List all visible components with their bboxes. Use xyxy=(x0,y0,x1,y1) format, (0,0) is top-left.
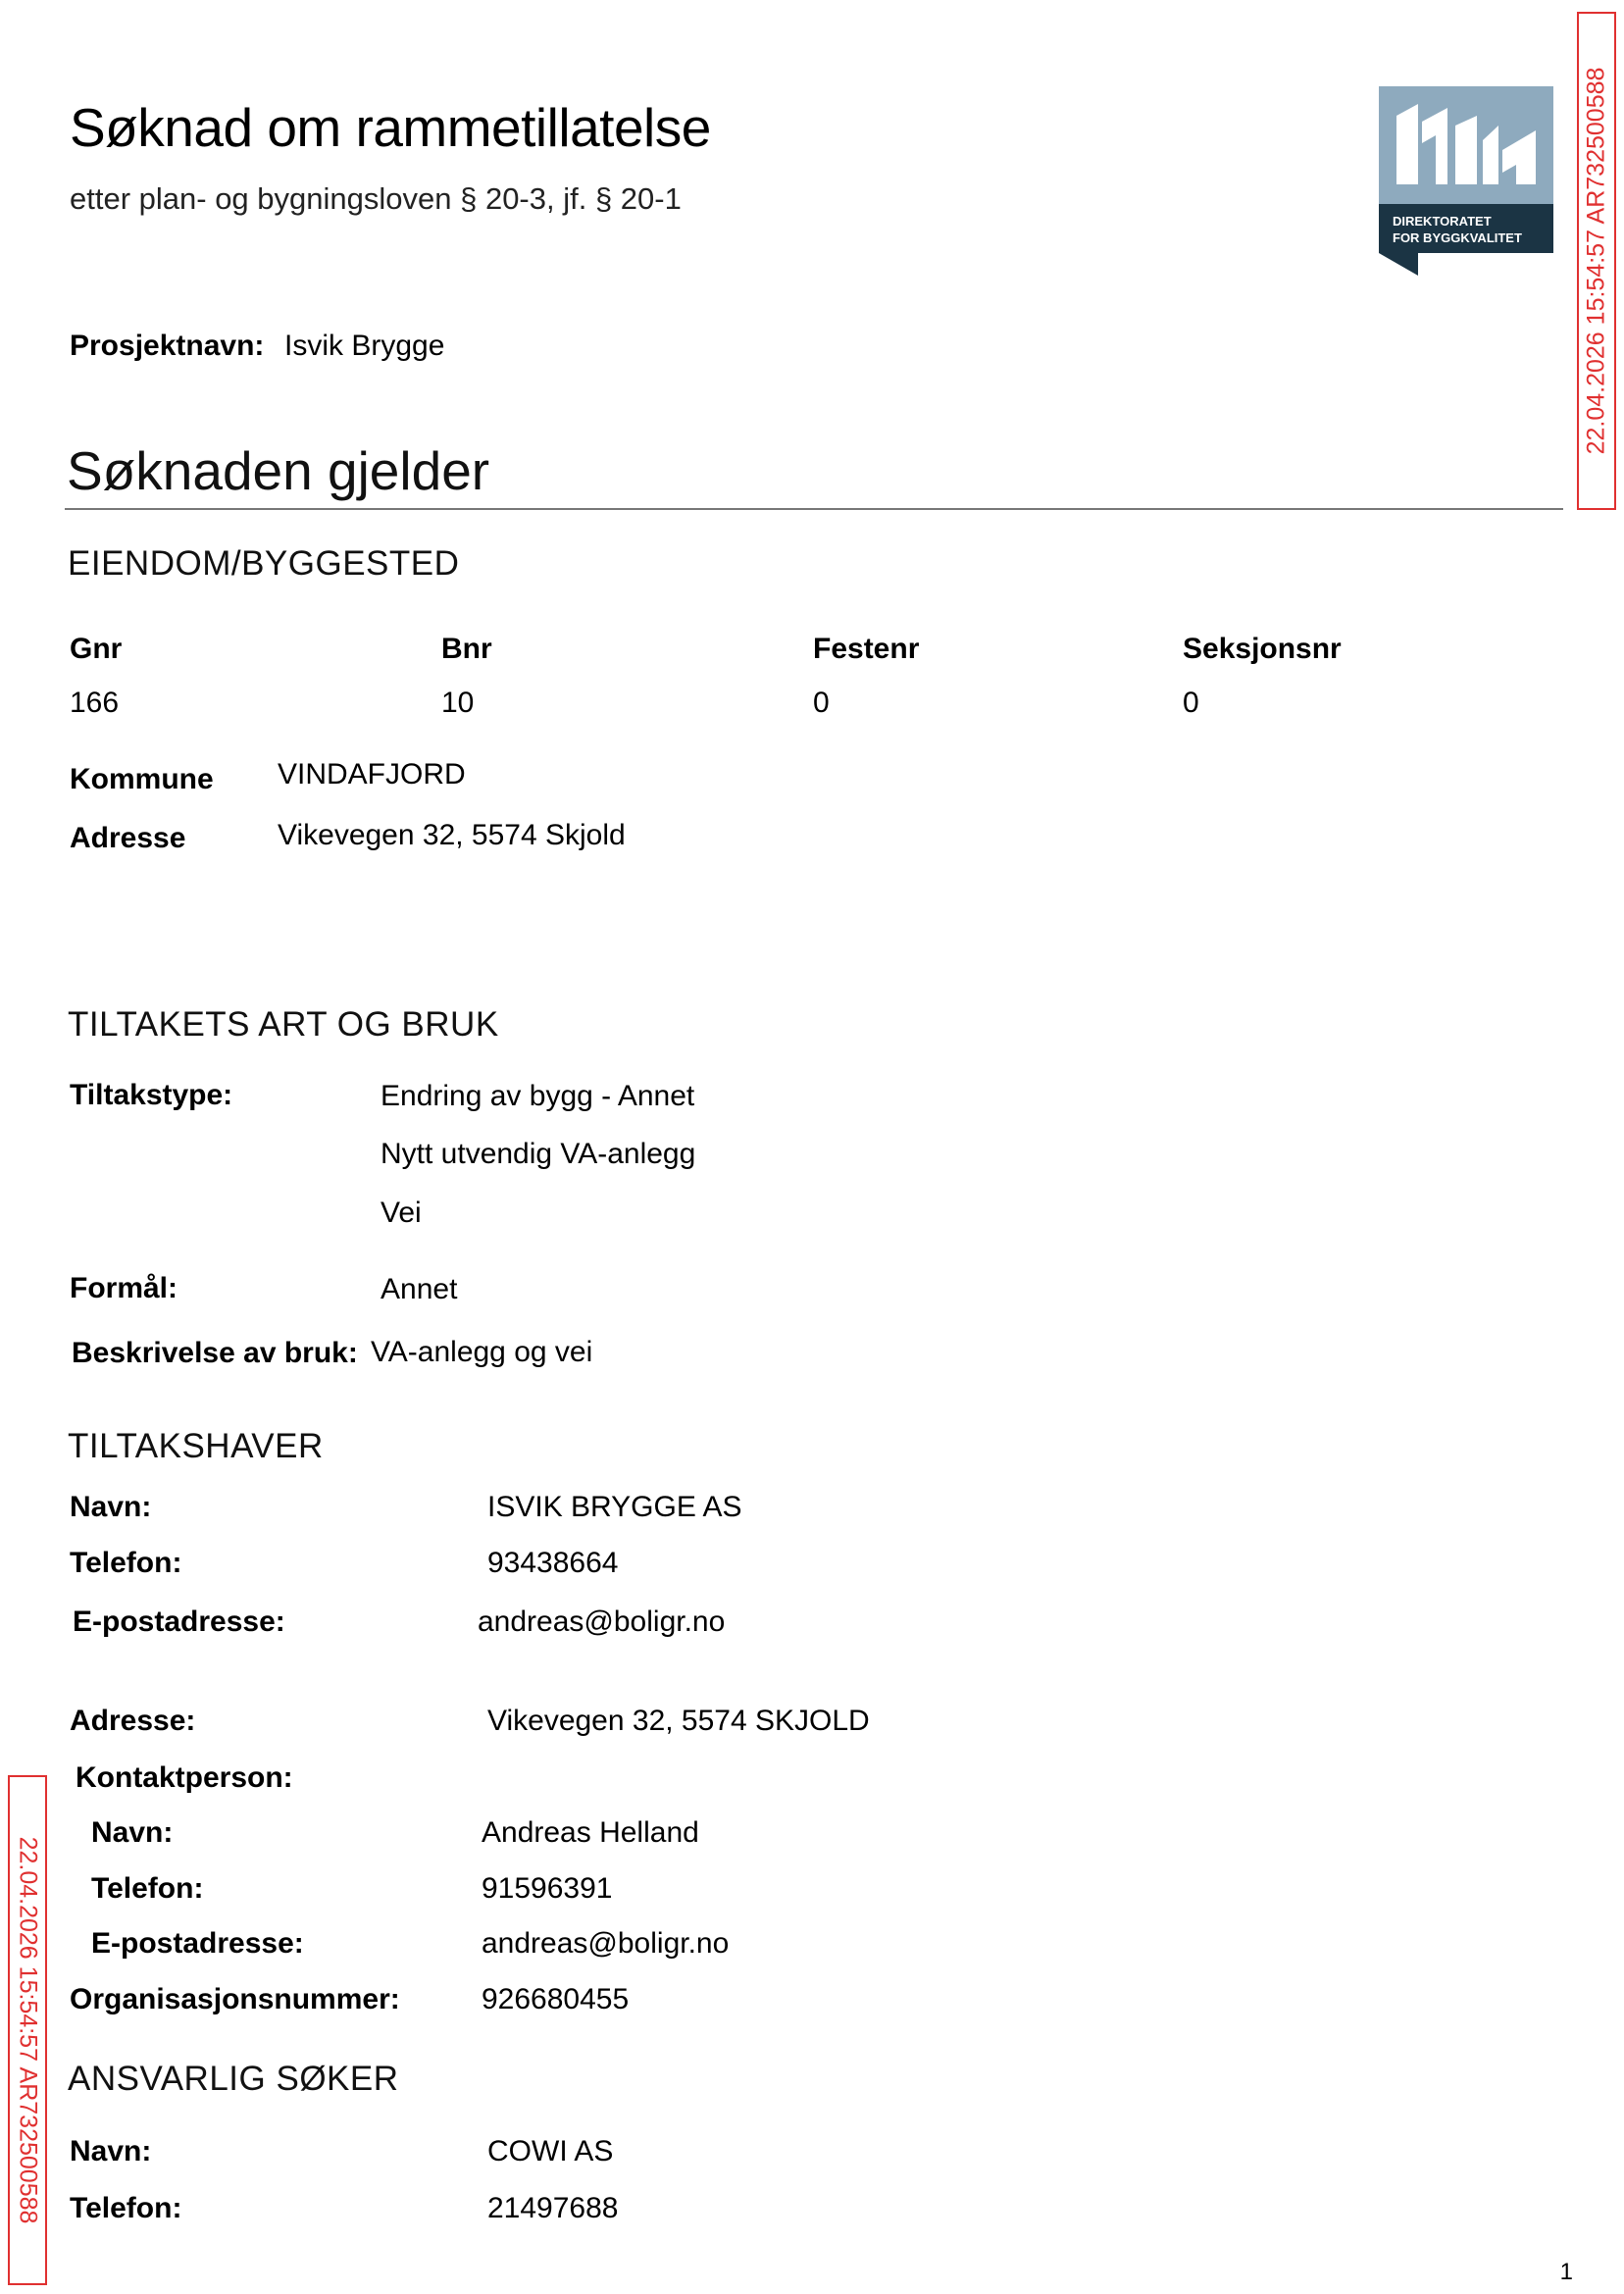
stamp-text-top: 22.04.2026 15:54:57 AR732500588 xyxy=(1582,67,1610,455)
stamp-text-bottom: 22.04.2026 15:54:57 AR732500588 xyxy=(14,1836,42,2224)
adresse-value: Vikevegen 32, 5574 Skjold xyxy=(278,819,626,851)
heading-divider xyxy=(65,508,1563,510)
property-heading: EIENDOM/BYGGESTED xyxy=(68,544,460,583)
festenr-value: 0 xyxy=(813,687,830,719)
seksjonsnr-label: Seksjonsnr xyxy=(1183,633,1342,665)
owner-phone-label: Telefon: xyxy=(70,1547,182,1579)
owner-heading: TILTAKSHAVER xyxy=(68,1427,324,1465)
timestamp-stamp-top xyxy=(1577,12,1616,510)
applicant-name-value: COWI AS xyxy=(487,2135,614,2167)
kommune-label: Kommune xyxy=(70,763,214,795)
owner-address-value: Vikevegen 32, 5574 SKJOLD xyxy=(487,1705,870,1737)
measure-type-2: Nytt utvendig VA-anlegg xyxy=(381,1138,696,1170)
usage-value: VA-anlegg og vei xyxy=(371,1336,593,1368)
timestamp-stamp-bottom xyxy=(8,1775,47,2285)
measure-type-3: Vei xyxy=(381,1197,422,1229)
owner-address-label: Adresse: xyxy=(70,1705,196,1737)
gnr-label: Gnr xyxy=(70,633,123,665)
owner-name-label: Navn: xyxy=(70,1491,152,1523)
owner-name-value: ISVIK BRYGGE AS xyxy=(487,1491,742,1523)
applicant-name-label: Navn: xyxy=(70,2135,152,2167)
logo-line-1: DIREKTORATET xyxy=(1393,214,1492,229)
measure-heading: TILTAKETS ART OG BRUK xyxy=(68,1005,499,1044)
contact-phone-value: 91596391 xyxy=(482,1872,613,1905)
kommune-value: VINDAFJORD xyxy=(278,758,466,790)
festenr-label: Festenr xyxy=(813,633,920,665)
bnr-value: 10 xyxy=(441,687,475,719)
measure-type-1: Endring av bygg - Annet xyxy=(381,1080,695,1112)
logo-line-2: FOR BYGGKVALITET xyxy=(1393,230,1522,245)
document-title: Søknad om rammetillatelse xyxy=(70,97,711,158)
owner-phone-value: 93438664 xyxy=(487,1547,619,1579)
purpose-value: Annet xyxy=(381,1273,458,1305)
gnr-value: 166 xyxy=(70,687,120,719)
org-number-label: Organisasjonsnummer: xyxy=(70,1983,400,2015)
contact-email-label: E-postadresse: xyxy=(91,1927,304,1960)
contact-phone-label: Telefon: xyxy=(91,1872,204,1905)
usage-label: Beskrivelse av bruk: xyxy=(72,1337,358,1369)
contact-person-label: Kontaktperson: xyxy=(76,1761,293,1794)
seksjonsnr-value: 0 xyxy=(1183,687,1199,719)
document-subtitle: etter plan- og bygningsloven § 20-3, jf. § 20-1 xyxy=(70,181,682,216)
applicant-phone-label: Telefon: xyxy=(70,2192,182,2224)
owner-email-value: andreas@boligr.no xyxy=(478,1606,726,1638)
project-name-label: Prosjektnavn: xyxy=(70,330,265,362)
org-number-value: 926680455 xyxy=(482,1983,630,2015)
applicant-heading: ANSVARLIG SØKER xyxy=(68,2060,399,2098)
adresse-label: Adresse xyxy=(70,822,186,854)
purpose-label: Formål: xyxy=(70,1272,178,1304)
contact-name-value: Andreas Helland xyxy=(482,1816,699,1849)
bnr-label: Bnr xyxy=(441,633,492,665)
measure-type-label: Tiltakstype: xyxy=(70,1079,233,1111)
applicant-phone-value: 21497688 xyxy=(487,2192,619,2224)
contact-name-label: Navn: xyxy=(91,1816,174,1849)
contact-email-value: andreas@boligr.no xyxy=(482,1927,730,1960)
dibk-logo xyxy=(1379,86,1553,276)
applies-heading: Søknaden gjelder xyxy=(67,440,490,501)
owner-email-label: E-postadresse: xyxy=(73,1606,285,1638)
page-number: 1 xyxy=(1559,2259,1573,2285)
project-name-value: Isvik Brygge xyxy=(284,330,445,362)
